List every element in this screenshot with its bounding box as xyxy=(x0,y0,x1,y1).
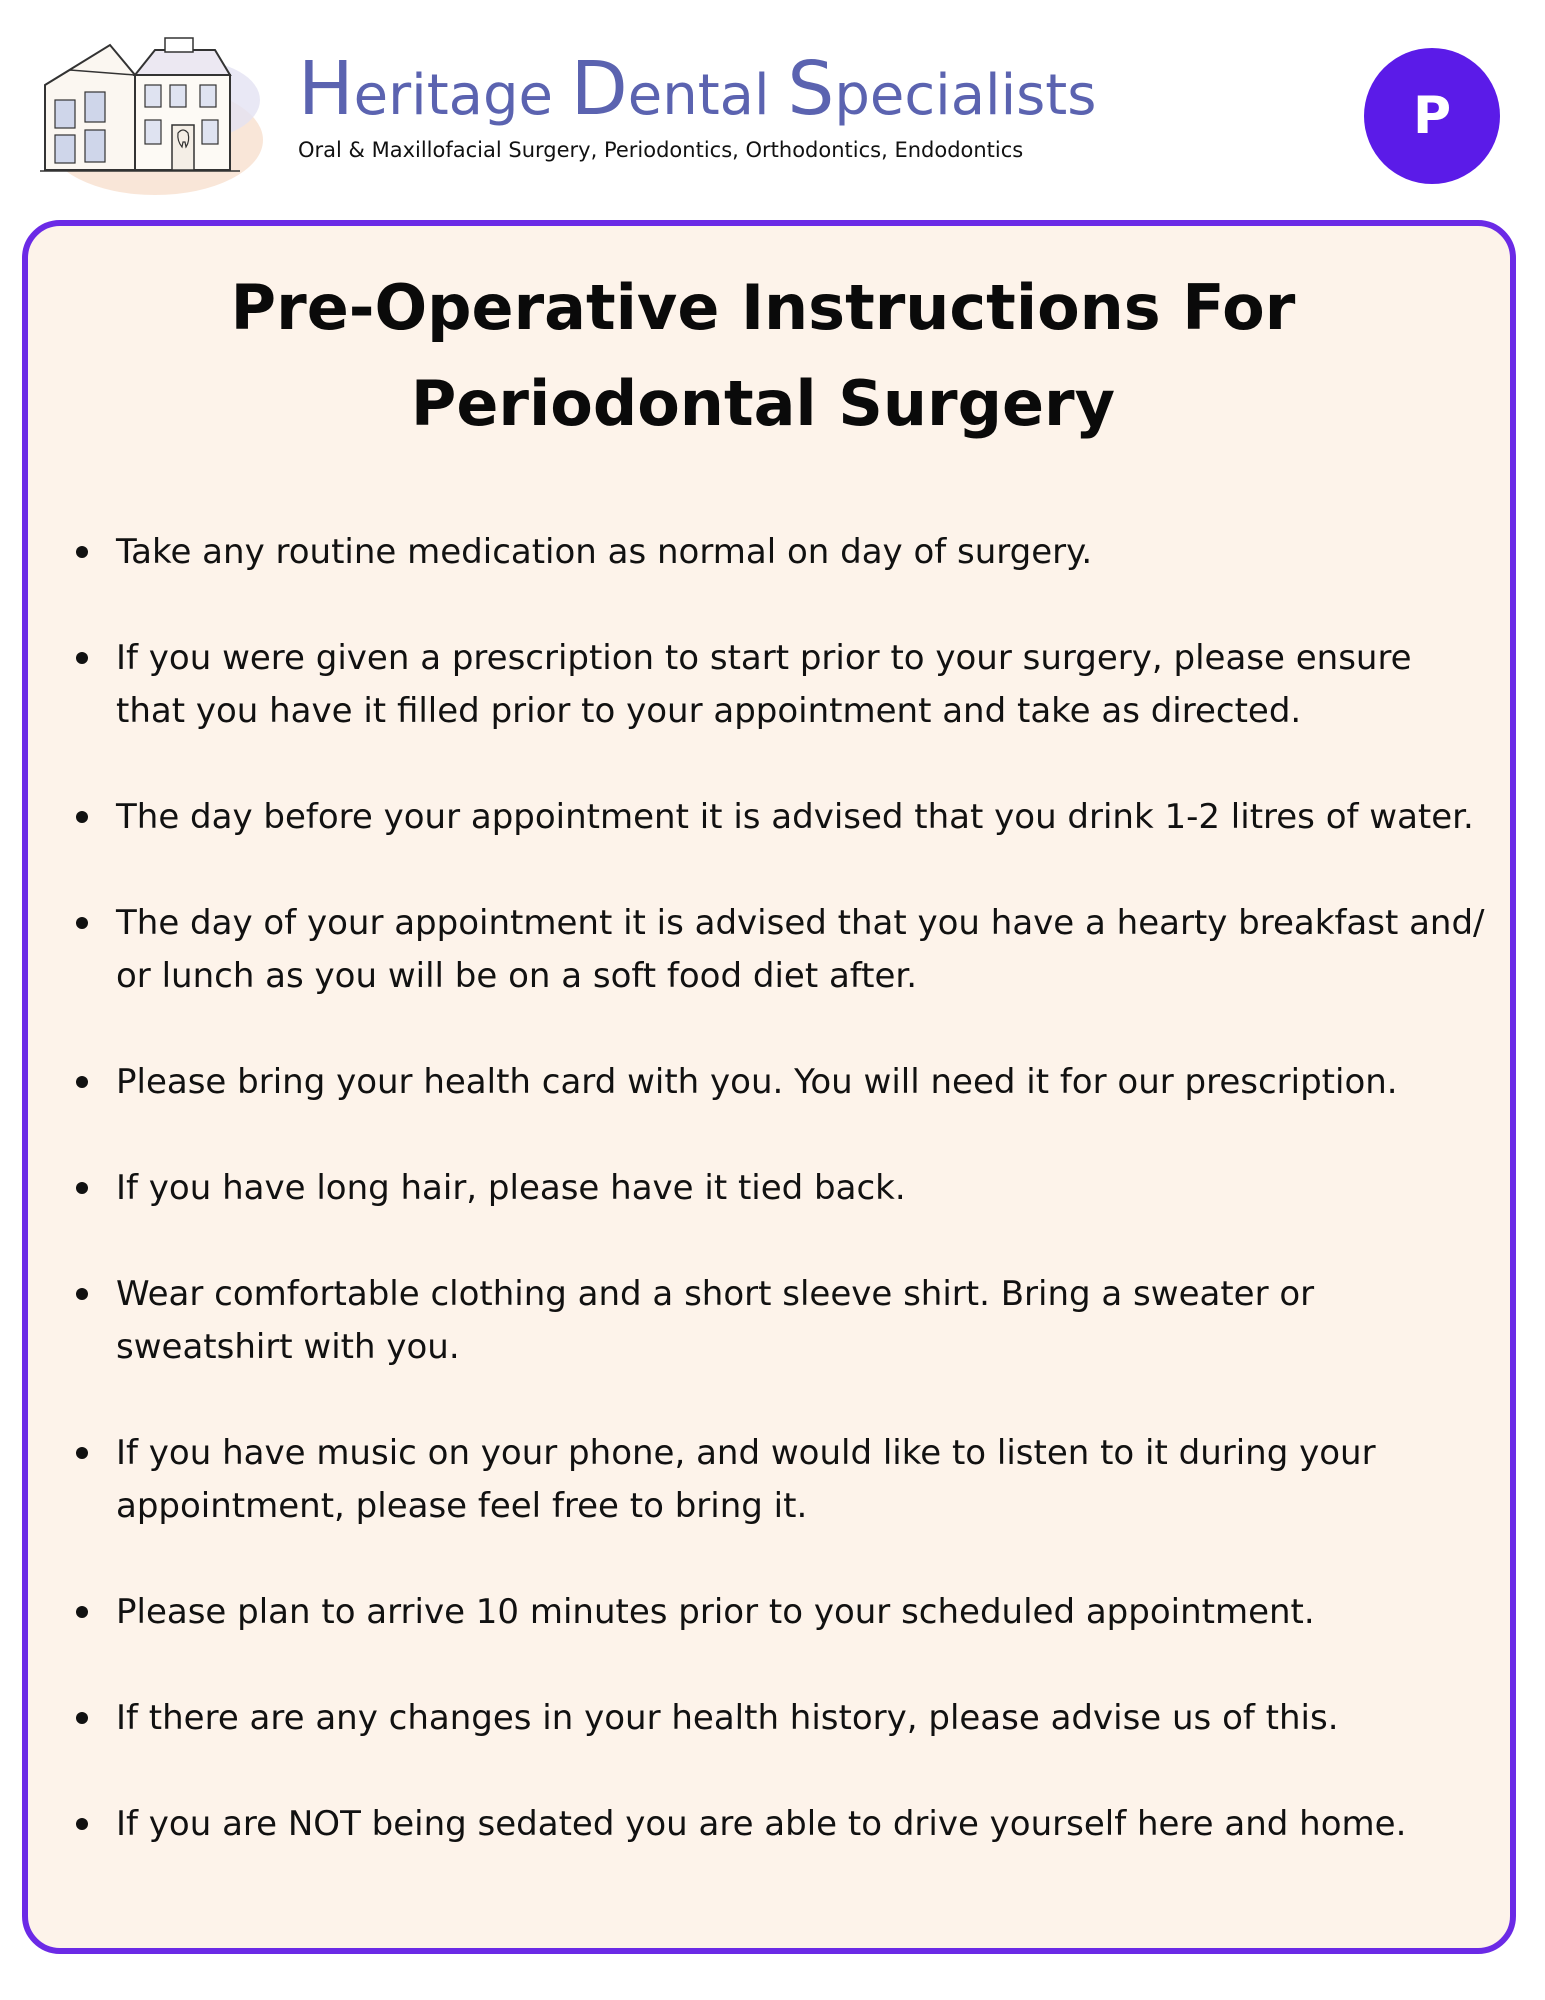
list-item xyxy=(28,1427,1510,1533)
brand-block xyxy=(298,46,1097,162)
building-sketch-icon xyxy=(40,30,270,200)
section-badge: P xyxy=(1364,48,1500,184)
page-title xyxy=(28,260,1510,452)
bullet-icon xyxy=(76,1076,88,1088)
instruction-text: The day before your appointment it is advised that you drink 1-2 litres of water. xyxy=(116,797,1474,837)
instruction-text: If you have music on your phone, and would like to listen to it during your appointment, please feel free to bring it. xyxy=(116,1433,1376,1526)
page-header xyxy=(0,0,1545,215)
instruction-text: Take any routine medication as normal on day of surgery. xyxy=(116,532,1093,572)
practice-specialties: Oral & Maxillofacial Surgery, Periodontics, Orthodontics, Endodontics xyxy=(298,138,1024,162)
instruction-text: The day of your appointment it is advised that you have a hearty breakfast and/ or lunch as you will be on a soft food diet after. xyxy=(116,903,1485,996)
brand-initial-s: S xyxy=(787,46,835,132)
list-item xyxy=(28,897,1510,1003)
practice-name xyxy=(298,46,1097,132)
instruction-text: If there are any changes in your health history, please advise us of this. xyxy=(116,1698,1339,1738)
list-item xyxy=(28,1162,1510,1215)
title-line-2: Periodontal Surgery xyxy=(410,367,1116,440)
list-item xyxy=(28,1268,1510,1374)
list-item xyxy=(28,1692,1510,1745)
instruction-text: Please bring your health card with you. You will need it for our prescription. xyxy=(116,1062,1398,1102)
brand-word-dental: ental xyxy=(627,63,770,128)
bullet-icon xyxy=(76,811,88,823)
bullet-icon xyxy=(76,546,88,558)
list-item xyxy=(28,791,1510,844)
list-item xyxy=(28,632,1510,738)
list-item xyxy=(28,1798,1510,1851)
brand-word-heritage: eritage xyxy=(353,63,553,128)
instructions-card xyxy=(22,220,1516,1954)
instruction-text: If you were given a prescription to start prior to your surgery, please ensure that you have it filled prior to your appointment and take as directed. xyxy=(116,638,1412,731)
list-item xyxy=(28,1056,1510,1109)
list-item xyxy=(28,526,1510,579)
instruction-text: Wear comfortable clothing and a short sleeve shirt. Bring a sweater or sweatshirt with you. xyxy=(116,1274,1315,1367)
bullet-icon xyxy=(76,917,88,929)
instruction-text: If you have long hair, please have it tied back. xyxy=(116,1168,906,1208)
instruction-text: Please plan to arrive 10 minutes prior to your scheduled appointment. xyxy=(116,1592,1315,1632)
bullet-icon xyxy=(76,1818,88,1830)
instructions-list xyxy=(28,526,1510,1904)
bullet-icon xyxy=(76,1182,88,1194)
brand-initial-h: H xyxy=(298,46,354,132)
list-item xyxy=(28,1586,1510,1639)
brand-word-specialists: pecialists xyxy=(834,63,1097,128)
bullet-icon xyxy=(76,1447,88,1459)
bullet-icon xyxy=(76,1606,88,1618)
brand-initial-d: D xyxy=(570,46,628,132)
bullet-icon xyxy=(76,1712,88,1724)
title-line-1: Pre-Operative Instructions For xyxy=(230,271,1296,344)
bullet-icon xyxy=(76,1288,88,1300)
bullet-icon xyxy=(76,652,88,664)
instruction-text: If you are NOT being sedated you are able to drive yourself here and home. xyxy=(116,1804,1407,1844)
